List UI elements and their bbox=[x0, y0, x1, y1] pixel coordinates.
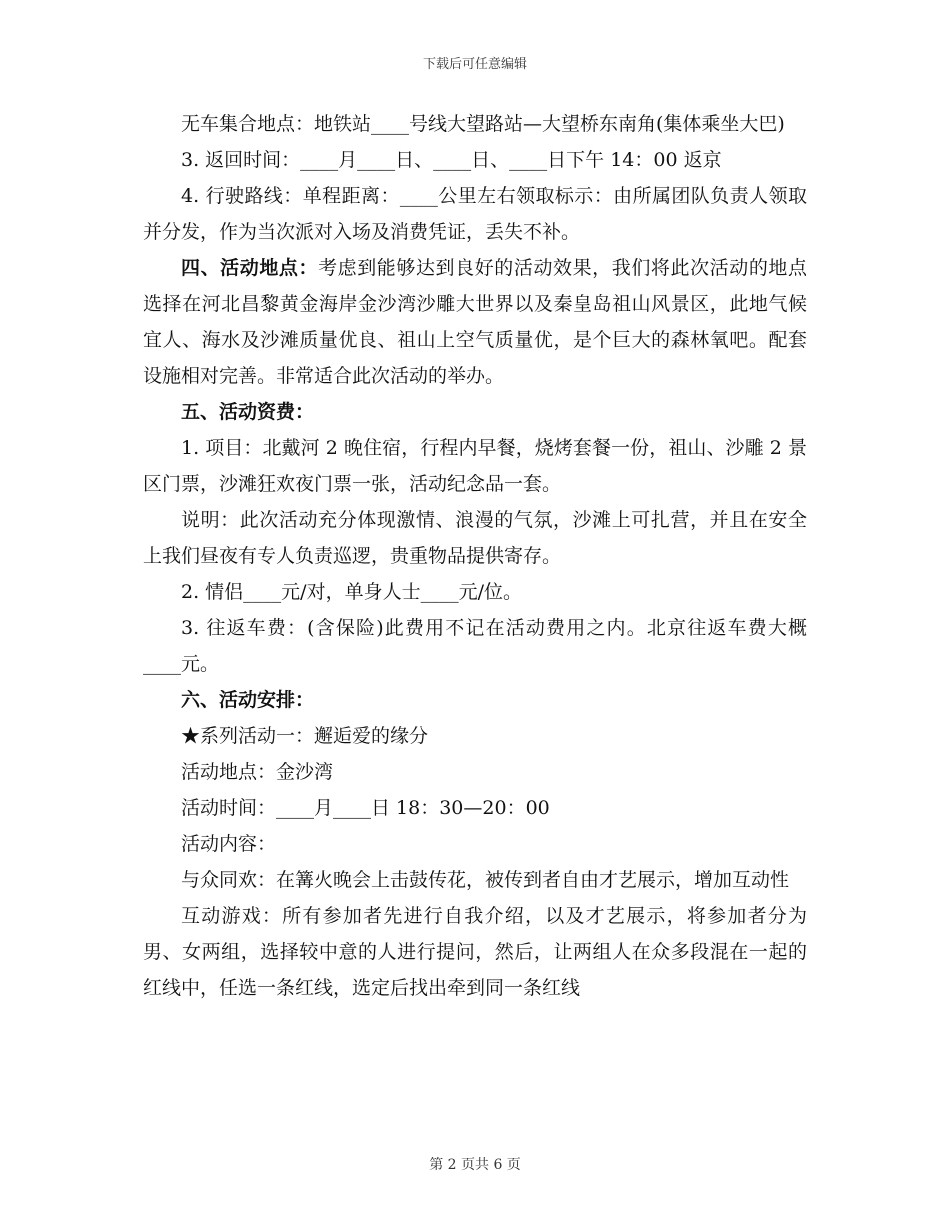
paragraph-return-time: 3. 返回时间：____月____日、____日、____日下午 14：00 返京 bbox=[181, 149, 722, 171]
venue-heading: 四、活动地点： bbox=[181, 257, 319, 279]
paragraph-prices: 2. 情侣____元/对，单身人士____元/位。 bbox=[181, 581, 522, 603]
paragraph-activity-location: 活动地点：金沙湾 bbox=[181, 761, 334, 783]
paragraph-items: 1. 项目：北戴河 2 晚住宿，行程内早餐，烧烤套餐一份，祖山、沙雕 2 景区门票，沙滩狂欢夜门票一张，活动纪念品一套。 bbox=[143, 437, 807, 495]
heading-fees: 五、活动资费： bbox=[181, 401, 315, 423]
document-body bbox=[143, 106, 807, 1006]
paragraph-transport-fee: 3. 往返车费：(含保险)此费用不记在活动费用之内。北京往返车费大概____元。 bbox=[143, 617, 807, 675]
page-footer: 第 2 页共 6 页 bbox=[429, 1157, 521, 1173]
paragraph-activity-title: ★系列活动一：邂逅爱的缘分 bbox=[181, 725, 429, 747]
paragraph-notes: 说明：此次活动充分体现激情、浪漫的气氛，沙滩上可扎营，并且在安全上我们昼夜有专人负责巡逻，贵重物品提供寄存。 bbox=[143, 509, 807, 567]
venue-text: 考虑到能够达到良好的活动效果，我们将此次活动的地点选择在河北昌黎黄金海岸金沙湾沙雕大世界以及秦皇岛祖山风景区，此地气候宜人、海水及沙滩质量优良、祖山上空气质量优，是个巨大的森林氧吧。配套设施相对完善。非常适合此次活动的举办。 bbox=[143, 257, 807, 387]
paragraph-meeting-point: 无车集合地点：地铁站____号线大望路站—大望桥东南角(集体乘坐大巴) bbox=[181, 113, 785, 135]
paragraph-bonfire: 与众同欢：在篝火晚会上击鼓传花，被传到者自由才艺展示，增加互动性 bbox=[181, 869, 790, 891]
heading-schedule: 六、活动安排： bbox=[181, 689, 315, 711]
paragraph-activity-time: 活动时间：____月____日 18：30—20：00 bbox=[181, 797, 550, 819]
paragraph-venue bbox=[143, 250, 807, 394]
paragraph-game: 互动游戏：所有参加者先进行自我介绍，以及才艺展示，将参加者分为男、女两组，选择较中意的人进行提问，然后，让两组人在众多段混在一起的红线中，任选一条红线，选定后找出牵到同一条红线 bbox=[143, 905, 807, 999]
paragraph-route: 4. 行驶路线：单程距离：____公里左右领取标示：由所属团队负责人领取并分发，作为当次派对入场及消费凭证，丢失不补。 bbox=[143, 185, 807, 243]
paragraph-activity-content: 活动内容： bbox=[181, 833, 277, 855]
page-header: 下载后可任意编辑 bbox=[422, 57, 527, 72]
